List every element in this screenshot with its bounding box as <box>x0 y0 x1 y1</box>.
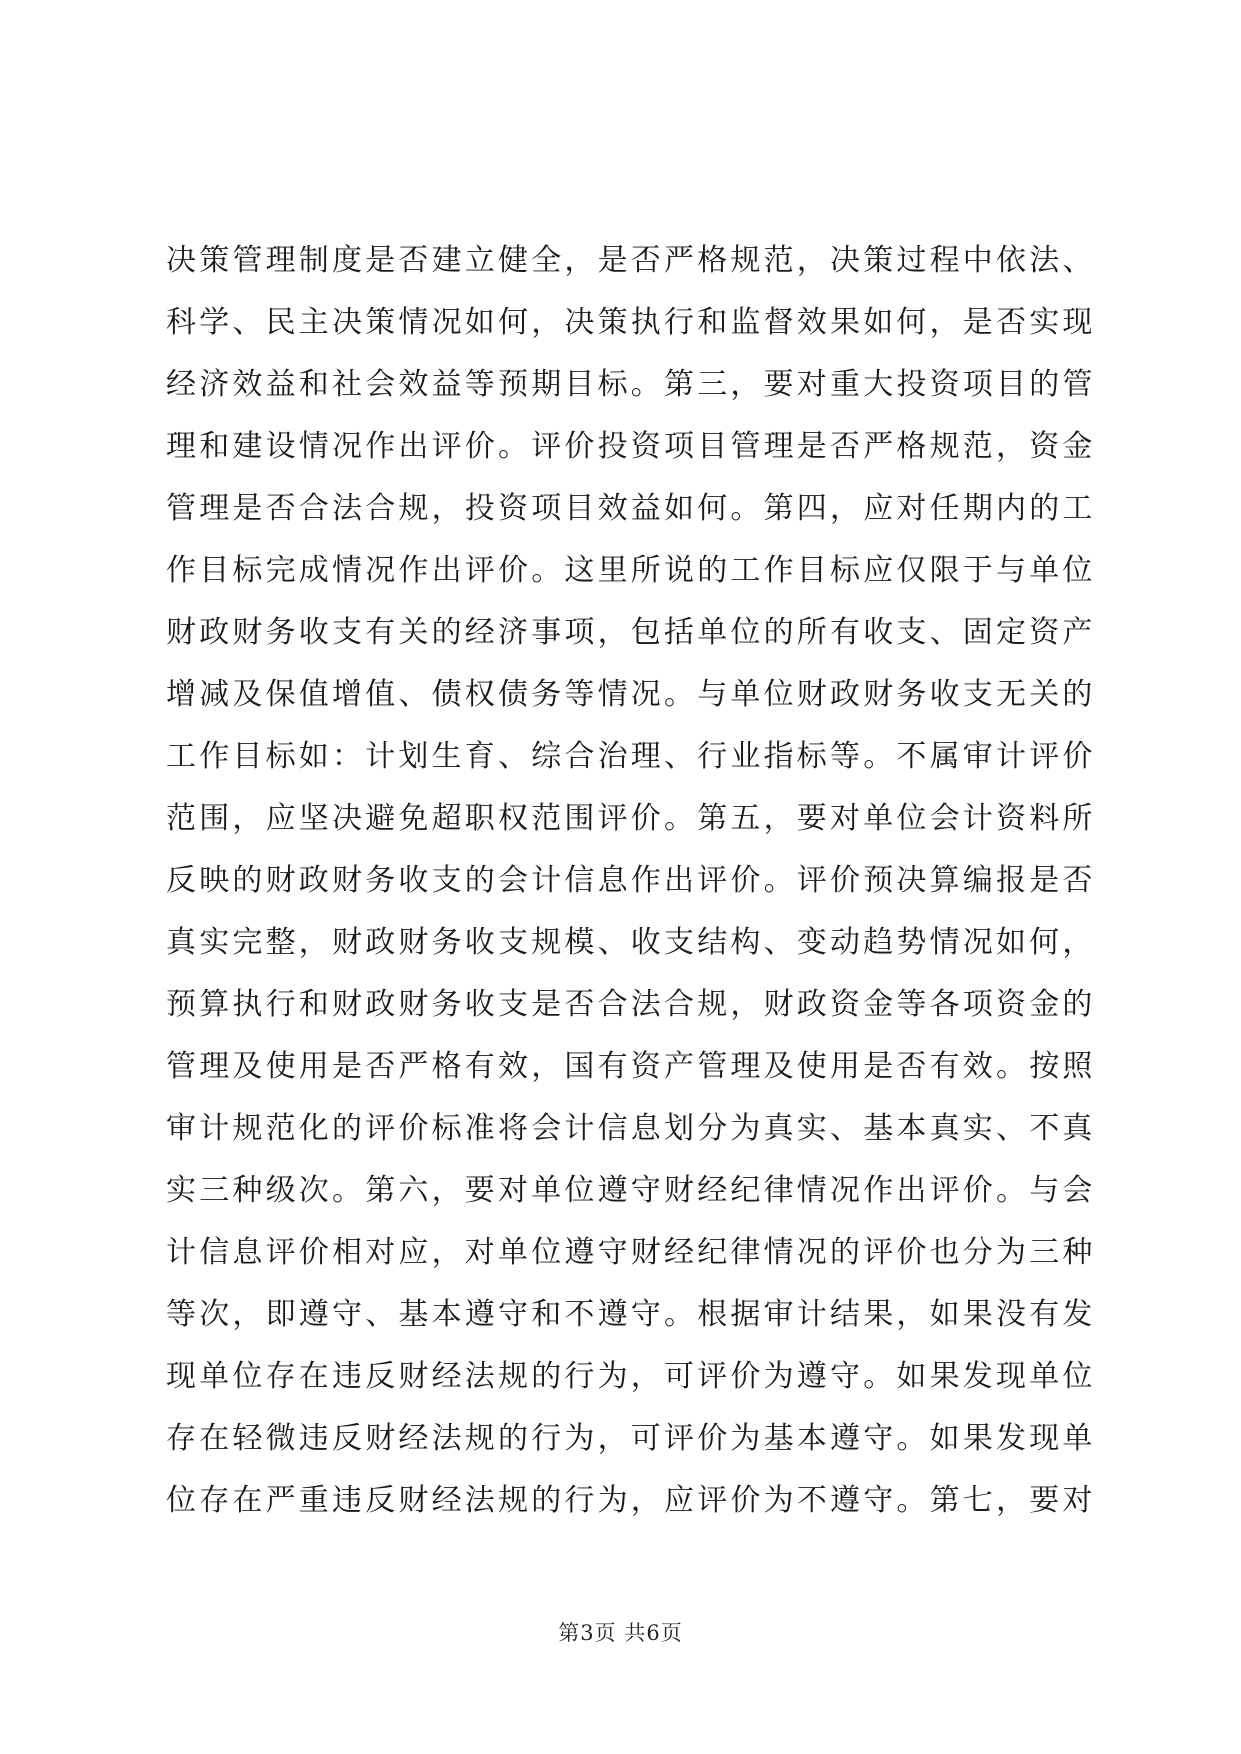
text-line: 实三种级次。第六，要对单位遵守财经纪律情况作出评价。与会 <box>166 1173 1096 1208</box>
text-line: 工作目标如：计划生育、综合治理、行业指标等。不属审计评价 <box>166 739 1096 774</box>
text-line: 范围，应坚决避免超职权范围评价。第五，要对单位会计资料所 <box>166 801 1096 836</box>
text-line: 财政财务收支有关的经济事项，包括单位的所有收支、固定资产 <box>166 615 1096 650</box>
text-line: 增减及保值增值、债权债务等情况。与单位财政财务收支无关的 <box>166 677 1096 712</box>
text-line: 管理是否合法合规，投资项目效益如何。第四，应对任期内的工 <box>166 491 1096 526</box>
text-line: 计信息评价相对应，对单位遵守财经纪律情况的评价也分为三种 <box>166 1235 1096 1270</box>
text-line: 决策管理制度是否建立健全，是否严格规范，决策过程中依法、 <box>166 243 1096 278</box>
text-line: 存在轻微违反财经法规的行为，可评价为基本遵守。如果发现单 <box>166 1421 1096 1456</box>
text-line: 预算执行和财政财务收支是否合法合规，财政资金等各项资金的 <box>166 987 1096 1022</box>
text-line: 管理及使用是否严格有效，国有资产管理及使用是否有效。按照 <box>166 1049 1096 1084</box>
text-line: 反映的财政财务收支的会计信息作出评价。评价预决算编报是否 <box>166 863 1096 898</box>
text-line: 科学、民主决策情况如何，决策执行和监督效果如何，是否实现 <box>166 305 1096 340</box>
text-line: 等次，即遵守、基本遵守和不遵守。根据审计结果，如果没有发 <box>166 1297 1096 1332</box>
text-line: 真实完整，财政财务收支规模、收支结构、变动趋势情况如何， <box>166 925 1096 960</box>
text-line: 现单位存在违反财经法规的行为，可评价为遵守。如果发现单位 <box>166 1359 1096 1394</box>
text-line: 位存在严重违反财经法规的行为，应评价为不遵守。第七，要对 <box>166 1483 1096 1518</box>
text-line: 经济效益和社会效益等预期目标。第三，要对重大投资项目的管 <box>166 367 1096 402</box>
text-line: 作目标完成情况作出评价。这里所说的工作目标应仅限于与单位 <box>166 553 1096 588</box>
body-text <box>166 230 1096 1532</box>
page-footer: 第3页 共6页 <box>558 1621 683 1645</box>
text-line: 审计规范化的评价标准将会计信息划分为真实、基本真实、不真 <box>166 1111 1096 1146</box>
text-line: 理和建设情况作出评价。评价投资项目管理是否严格规范，资金 <box>166 429 1096 464</box>
